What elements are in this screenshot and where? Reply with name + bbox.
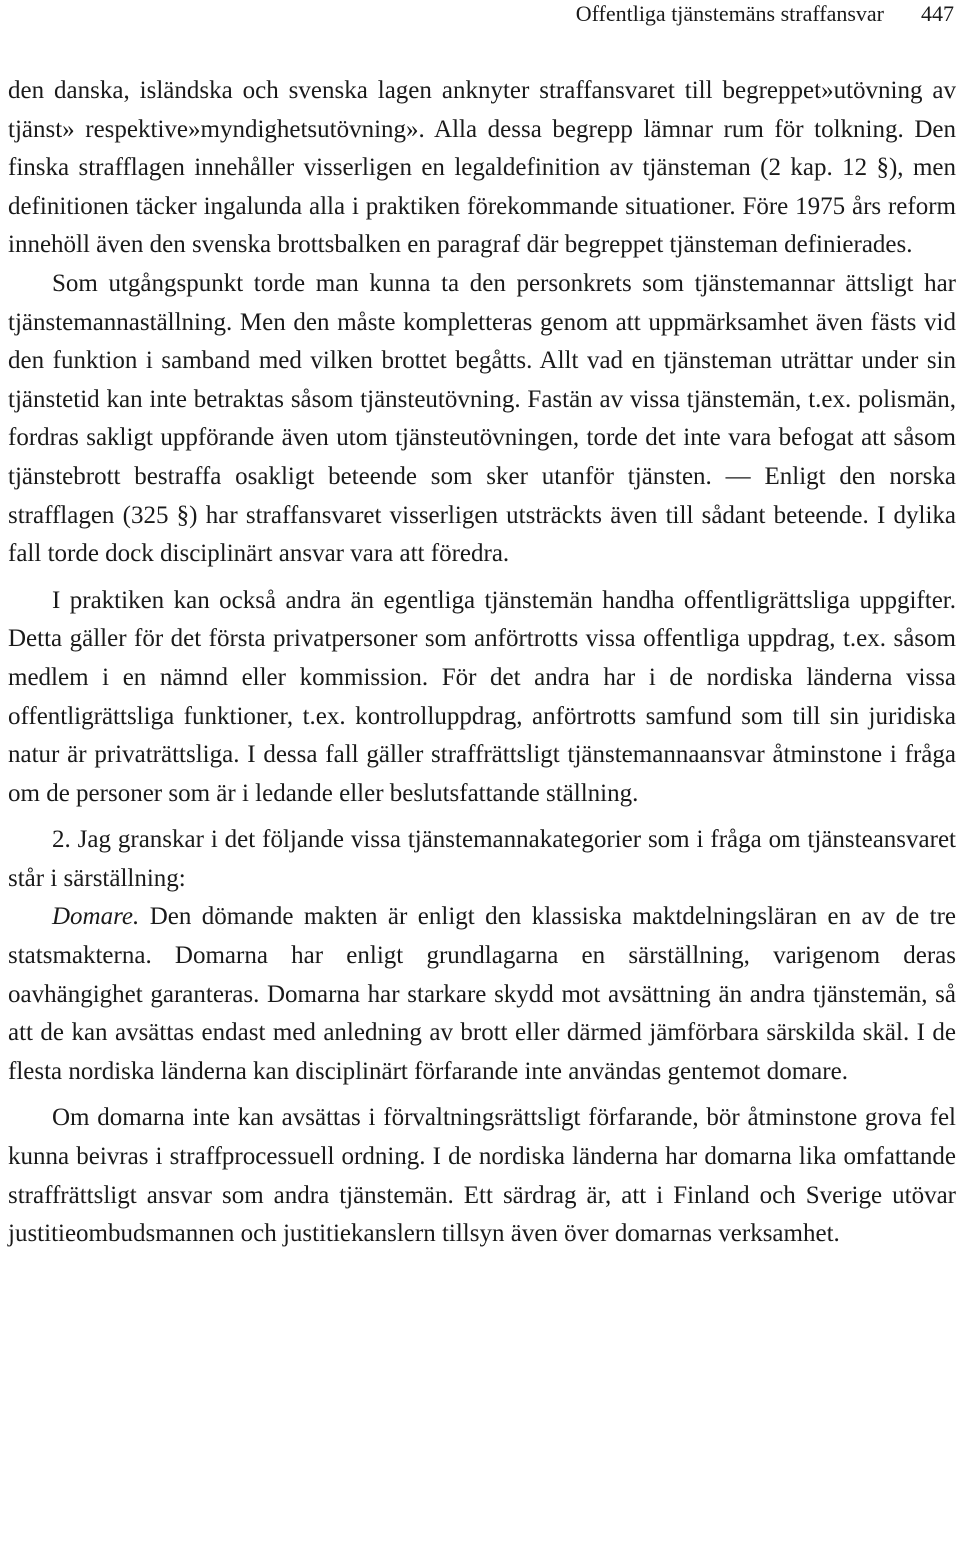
paragraph-text: Den dömande makten är enligt den klassiska maktdelningsläran en av de tre statsmakterna. Domarna har enligt grundlagarna en särställning, varigenom deras oavhängighet garanteras. Domarna har starkare skydd mot avsättning än andra tjänstemän, så att de kan avsättas endast med anledning av brott eller därmed jämförbara särskilda skäl. I de flesta nordiska länderna kan disciplinärt förfarande inte användas gentemot domare. (8, 903, 956, 1085)
paragraph: I praktiken kan också andra än egentliga tjänstemän handha offentligrättsliga uppgifter. Detta gäller för det första privatpersoner som anförtrotts vissa offentliga uppdrag, t.ex. såsom medlem i en nämnd eller kommission. För det andra har i de nordiska länderna vissa offentligrättsliga funktioner, t.ex. kontrolluppdrag, anförtrotts samfund som till sin juridiska natur är privaträttsliga. I dessa fall gäller straffrättsligt tjänstemannaansvar åtminstone i fråga om de personer som är i ledande eller beslutsfattande ställning. (8, 586, 956, 807)
running-header (0, 0, 960, 30)
running-header-title: Offentliga tjänstemäns straffansvar (575, 1, 884, 26)
paragraph (8, 898, 956, 1091)
paragraph: 2. Jag granskar i det följande vissa tjänstemannakategorier som i fråga om tjänsteansvaret står i särställning: (8, 826, 956, 892)
paragraph: den danska, isländska och svenska lagen anknyter straffansvaret till begreppet»utövning av tjänst» respektive»myndighetsutövning». Alla dessa begrepp lämnar rum för tolkning. Den finska strafflagen innehåller visserligen en legaldefinition av tjänsteman (2 kap. 12 §), men definitionen täcker ingalunda alla i praktiken förekommande situationer. Före 1975 års reform innehöll även den svenska brottsbalken en paragraf där begreppet tjänsteman definierades. (8, 77, 956, 259)
paragraph: Om domarna inte kan avsättas i förvaltningsrättsligt förfarande, bör åtminstone grova fel kunna beivras i straffprocessuell ordning. I de nordiska länderna har domarna lika omfattande straffrättsligt ansvar som andra tjänstemän. Ett särdrag är, att i Finland och Sverige utövar justitieombudsmannen och justitiekanslern tillsyn även över domarnas verksamhet. (8, 1104, 956, 1248)
section-lead: Domare. (52, 903, 140, 931)
main-text (8, 72, 956, 1254)
page-number: 447 (921, 1, 954, 26)
paragraph: Som utgångspunkt torde man kunna ta den personkrets som tjänstemannar ättsligt har tjänstemannaställning. Men den måste kompletteras genom att uppmärksamhet även fästs vid den funktion i samband med vilken brottet begåtts. Allt vad en tjänsteman uträttar under sin tjänstetid kan inte betraktas såsom tjänsteutövning. Fastän av vissa tjänstemän, t.ex. polismän, fordras sakligt uppförande även utom tjänsteutövningen, torde det inte vara befogat att såsom tjänstebrott bestraffa osakligt beteende som sker utanför tjänsten. — Enligt den norska strafflagen (325 §) har straffansvaret visserligen utsträckts även till sådant beteende. I dylika fall torde dock disciplinärt ansvar vara att föredra. (8, 269, 956, 568)
